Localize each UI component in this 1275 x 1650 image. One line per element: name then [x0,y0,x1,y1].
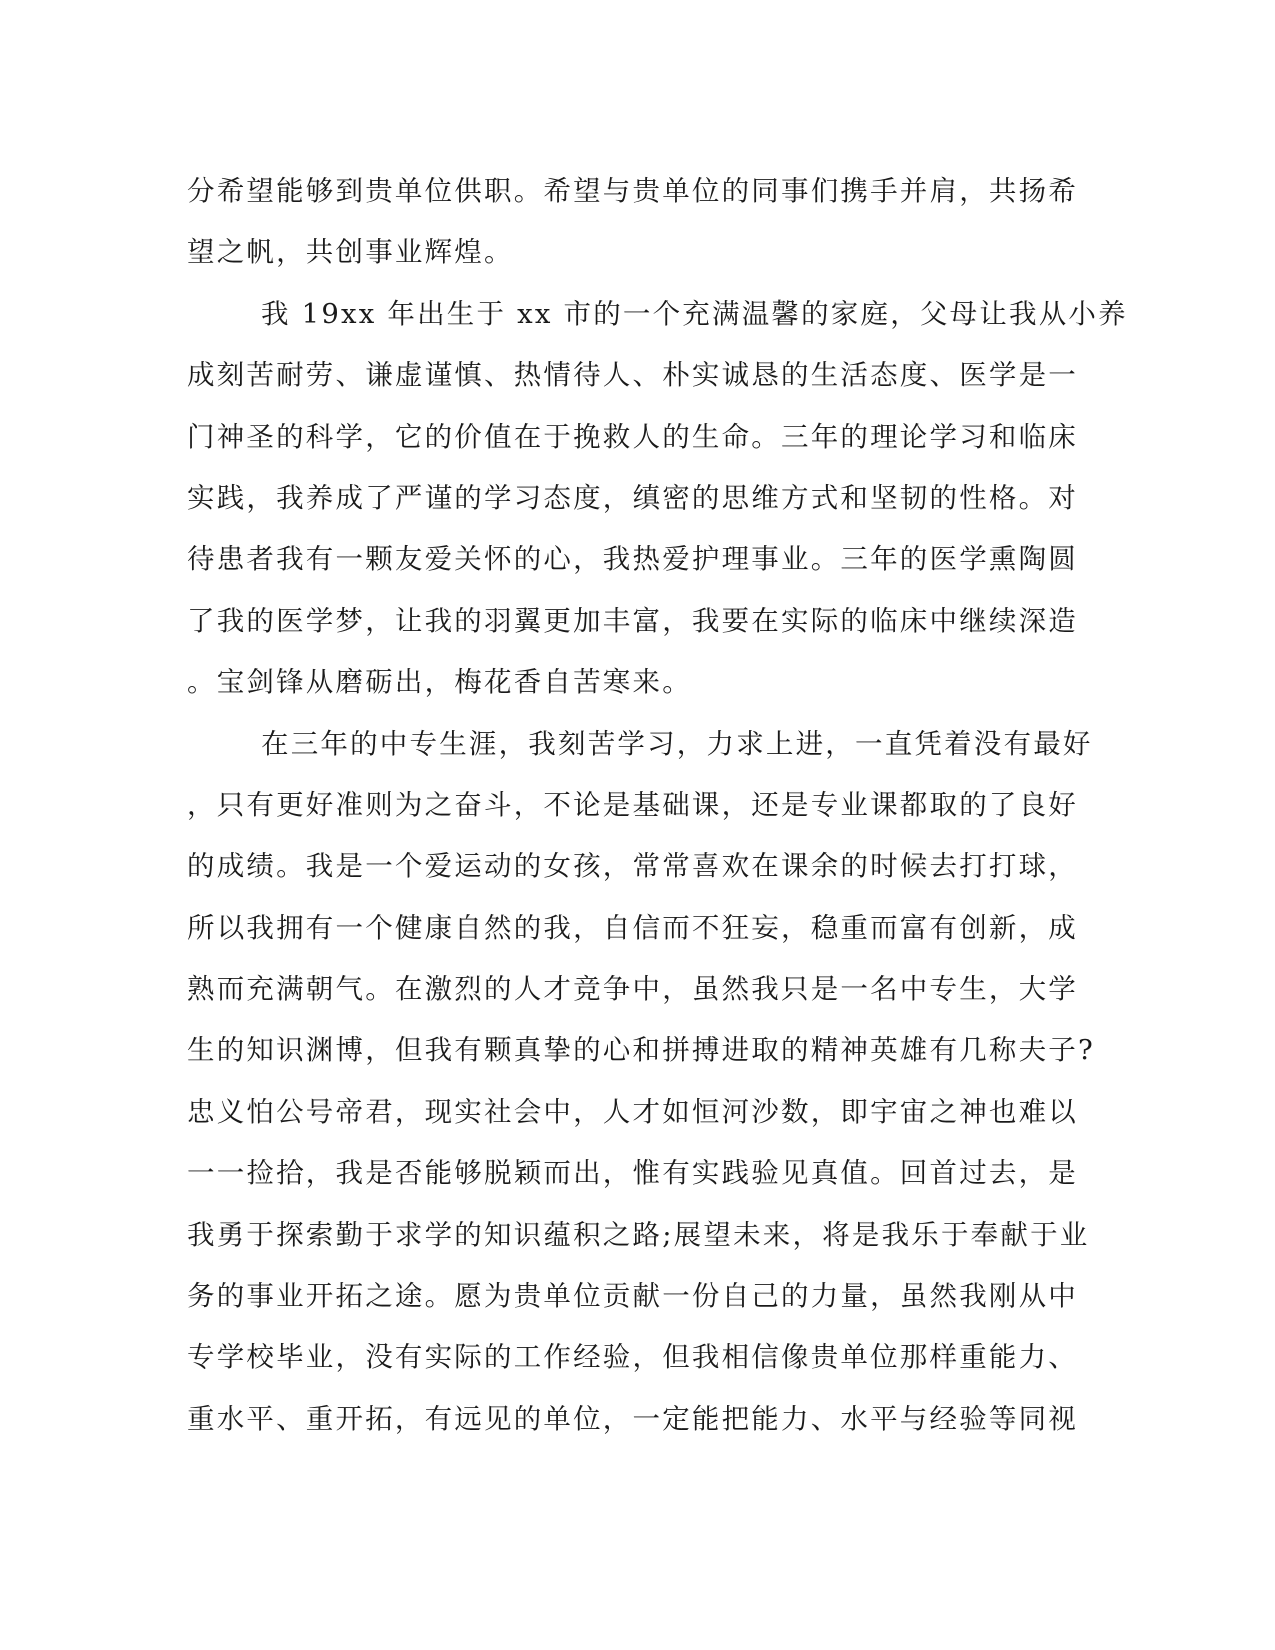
text-line: 实践，我养成了严谨的学习态度，缜密的思维方式和坚韧的性格。对 [187,481,1078,514]
text-line: 所以我拥有一个健康自然的我，自信而不狂妄，稳重而富有创新，成 [187,911,1078,944]
text-line: 门神圣的科学，它的价值在于挽救人的生命。三年的理论学习和临床 [187,420,1078,453]
text-line: 望之帆，共创事业辉煌。 [187,236,514,269]
text-line: 待患者我有一颗友爱关怀的心，我热爱护理事业。三年的医学熏陶圆 [187,543,1078,576]
text-line: 一一捡拾，我是否能够脱颖而出，惟有实践验见真值。回首过去，是 [187,1157,1078,1190]
text-line: 的成绩。我是一个爱运动的女孩，常常喜欢在课余的时候去打打球， [187,850,1078,883]
text-line: 。宝剑锋从磨砺出，梅花香自苦寒来。 [187,666,692,699]
text-line: 生的知识渊博，但我有颗真挚的心和拼搏进取的精神英雄有几称夫子? [187,1034,1095,1067]
text-line: 我勇于探索勤于求学的知识蕴积之路;展望未来，将是我乐于奉献于业 [187,1218,1090,1251]
text-line: 忠义怕公号帝君，现实社会中，人才如恒河沙数，即宇宙之神也难以 [187,1095,1078,1128]
text-line: 成刻苦耐劳、谦虚谨慎、热情待人、朴实诚恳的生活态度、医学是一 [187,359,1078,392]
text-line: 专学校毕业，没有实际的工作经验，但我相信像贵单位那样重能力、 [187,1341,1078,1374]
text-line: 熟而充满朝气。在激烈的人才竞争中，虽然我只是一名中专生，大学 [187,973,1078,1006]
paragraph-start-line: 我 19xx 年出生于 xx 市的一个充满温馨的家庭，父母让我从小养 [261,297,1128,330]
text-line: 重水平、重开拓，有远见的单位，一定能把能力、水平与经验等同视 [187,1402,1078,1435]
letter-body [187,161,1128,1450]
text-line: 分希望能够到贵单位供职。希望与贵单位的同事们携手并肩，共扬希 [187,175,1078,207]
paragraph-start-line: 在三年的中专生涯，我刻苦学习，力求上进，一直凭着没有最好 [261,727,1093,760]
text-line: ，只有更好准则为之奋斗，不论是基础课，还是专业课都取的了良好 [187,788,1078,821]
text-line: 了我的医学梦，让我的羽翼更加丰富，我要在实际的临床中继续深造 [187,604,1078,637]
text-line: 务的事业开拓之途。愿为贵单位贡献一份自己的力量，虽然我刚从中 [187,1280,1078,1313]
